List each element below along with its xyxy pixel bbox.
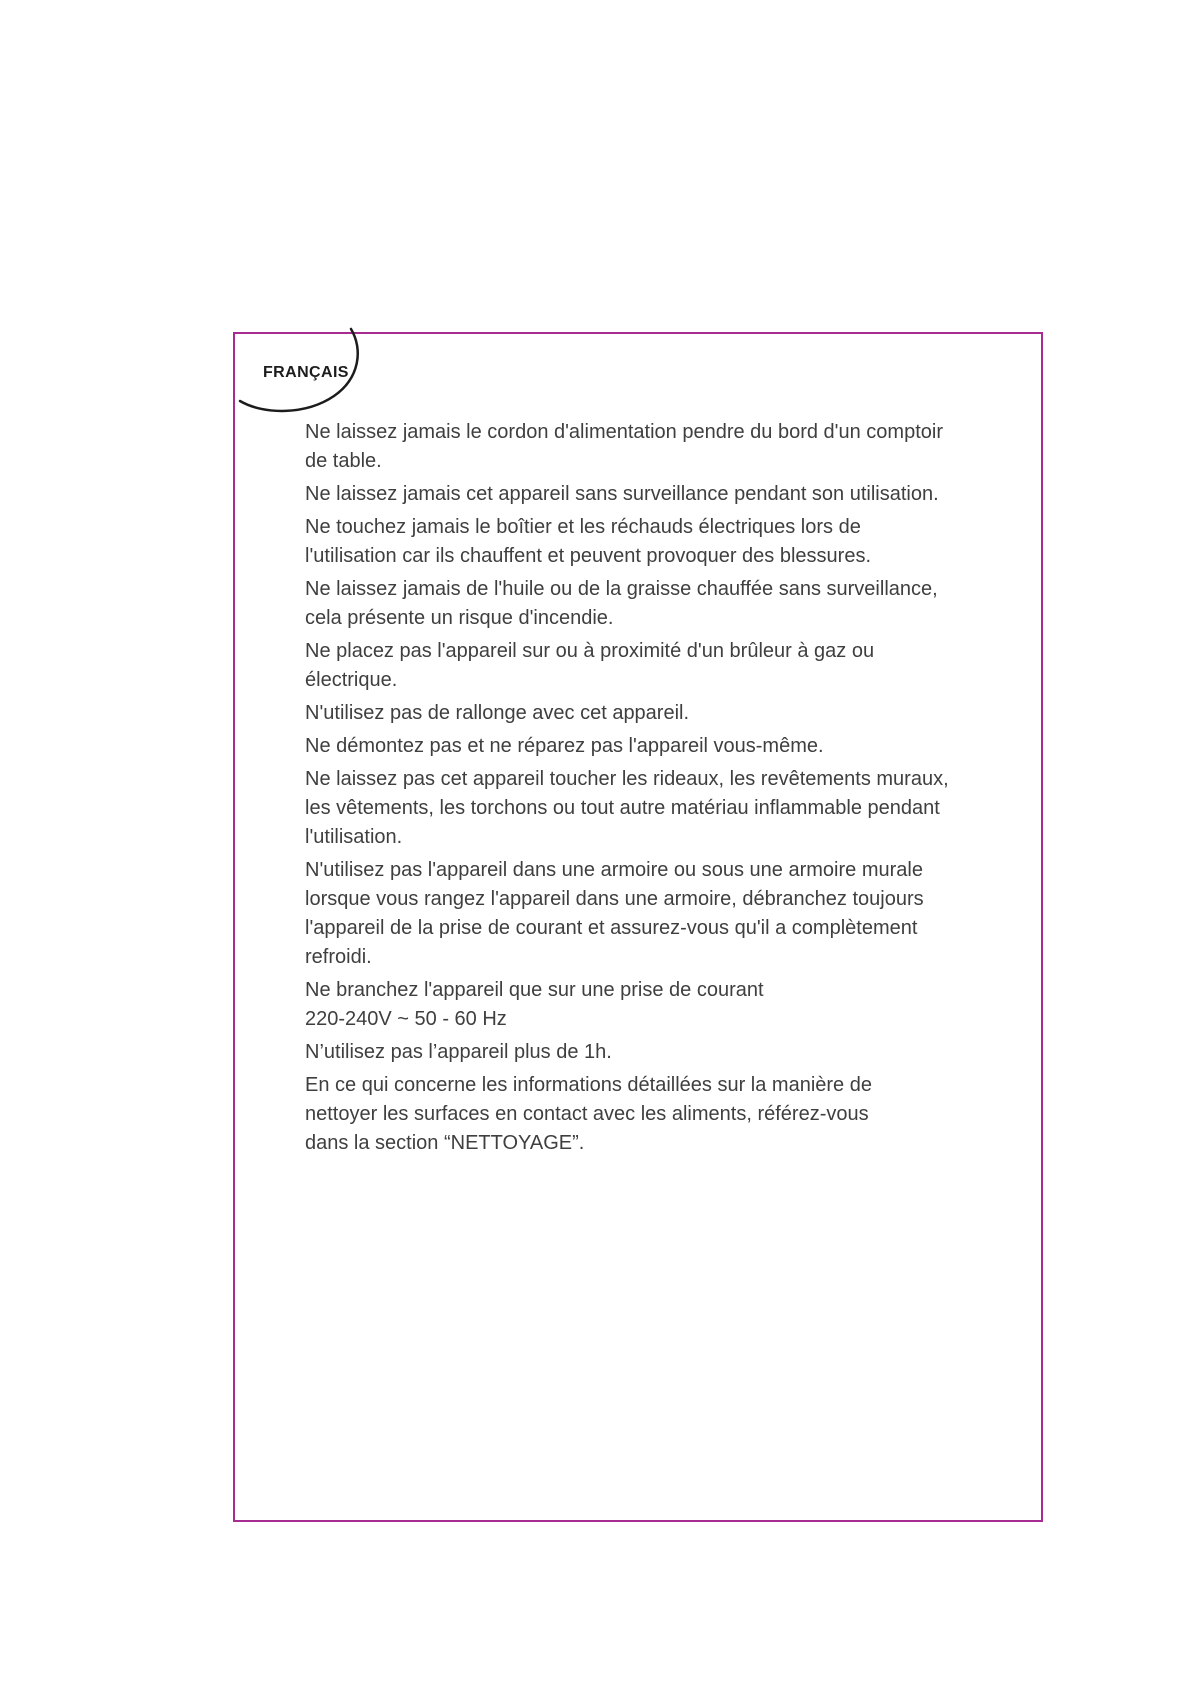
instruction-line: de table. <box>305 450 382 472</box>
instruction-paragraph <box>305 637 949 695</box>
instruction-line: N'utilisez pas l'appareil dans une armoire ou sous une armoire murale <box>305 859 923 881</box>
instruction-line: les vêtements, les torchons ou tout autre matériau inflammable pendant <box>305 797 940 819</box>
instruction-line: N’utilisez pas l’appareil plus de 1h. <box>305 1041 612 1063</box>
instruction-paragraph <box>305 513 949 571</box>
instruction-line: Ne démontez pas et ne réparez pas l'appareil vous-même. <box>305 735 824 757</box>
instruction-line: Ne touchez jamais le boîtier et les réchauds électriques lors de <box>305 516 861 538</box>
instruction-line: Ne laissez pas cet appareil toucher les rideaux, les revêtements muraux, <box>305 768 949 790</box>
instruction-paragraph <box>305 732 949 761</box>
instruction-paragraph <box>305 575 949 633</box>
instruction-line: l'utilisation. <box>305 826 403 848</box>
instruction-line: Ne branchez l'appareil que sur une prise de courant <box>305 979 764 1001</box>
instruction-line: l'appareil de la prise de courant et assurez-vous qu'il a complètement <box>305 917 918 939</box>
instruction-line: N'utilisez pas de rallonge avec cet appareil. <box>305 702 690 724</box>
instruction-paragraph <box>305 976 949 1034</box>
instruction-paragraph <box>305 480 949 509</box>
instructions-text <box>305 418 949 1158</box>
instruction-line: dans la section “NETTOYAGE”. <box>305 1132 585 1154</box>
instruction-line: Ne laissez jamais le cordon d'alimentation pendre du bord d'un comptoir <box>305 421 943 443</box>
language-tab-label: FRANÇAIS <box>263 364 349 381</box>
instruction-paragraph <box>305 699 949 728</box>
instruction-paragraph <box>305 418 949 476</box>
instruction-paragraph <box>305 765 949 852</box>
instruction-line: Ne laissez jamais cet appareil sans surveillance pendant son utilisation. <box>305 483 939 505</box>
instruction-line: lorsque vous rangez l'appareil dans une armoire, débranchez toujours <box>305 888 924 910</box>
instruction-paragraph <box>305 856 949 972</box>
instruction-line: l'utilisation car ils chauffent et peuvent provoquer des blessures. <box>305 545 871 567</box>
instruction-line: nettoyer les surfaces en contact avec les aliments, référez-vous <box>305 1103 869 1125</box>
page-frame <box>233 332 1043 1522</box>
instruction-line: En ce qui concerne les informations détaillées sur la manière de <box>305 1074 872 1096</box>
instruction-line: cela présente un risque d'incendie. <box>305 607 614 629</box>
instruction-line: électrique. <box>305 669 398 691</box>
instruction-paragraph <box>305 1038 949 1067</box>
instruction-line: Ne placez pas l'appareil sur ou à proximité d'un brûleur à gaz ou <box>305 640 875 662</box>
instruction-line: Ne laissez jamais de l'huile ou de la graisse chauffée sans surveillance, <box>305 578 938 600</box>
instruction-line: refroidi. <box>305 946 372 968</box>
instruction-paragraph <box>305 1071 949 1158</box>
instruction-line: 220-240V ~ 50 - 60 Hz <box>305 1008 507 1030</box>
